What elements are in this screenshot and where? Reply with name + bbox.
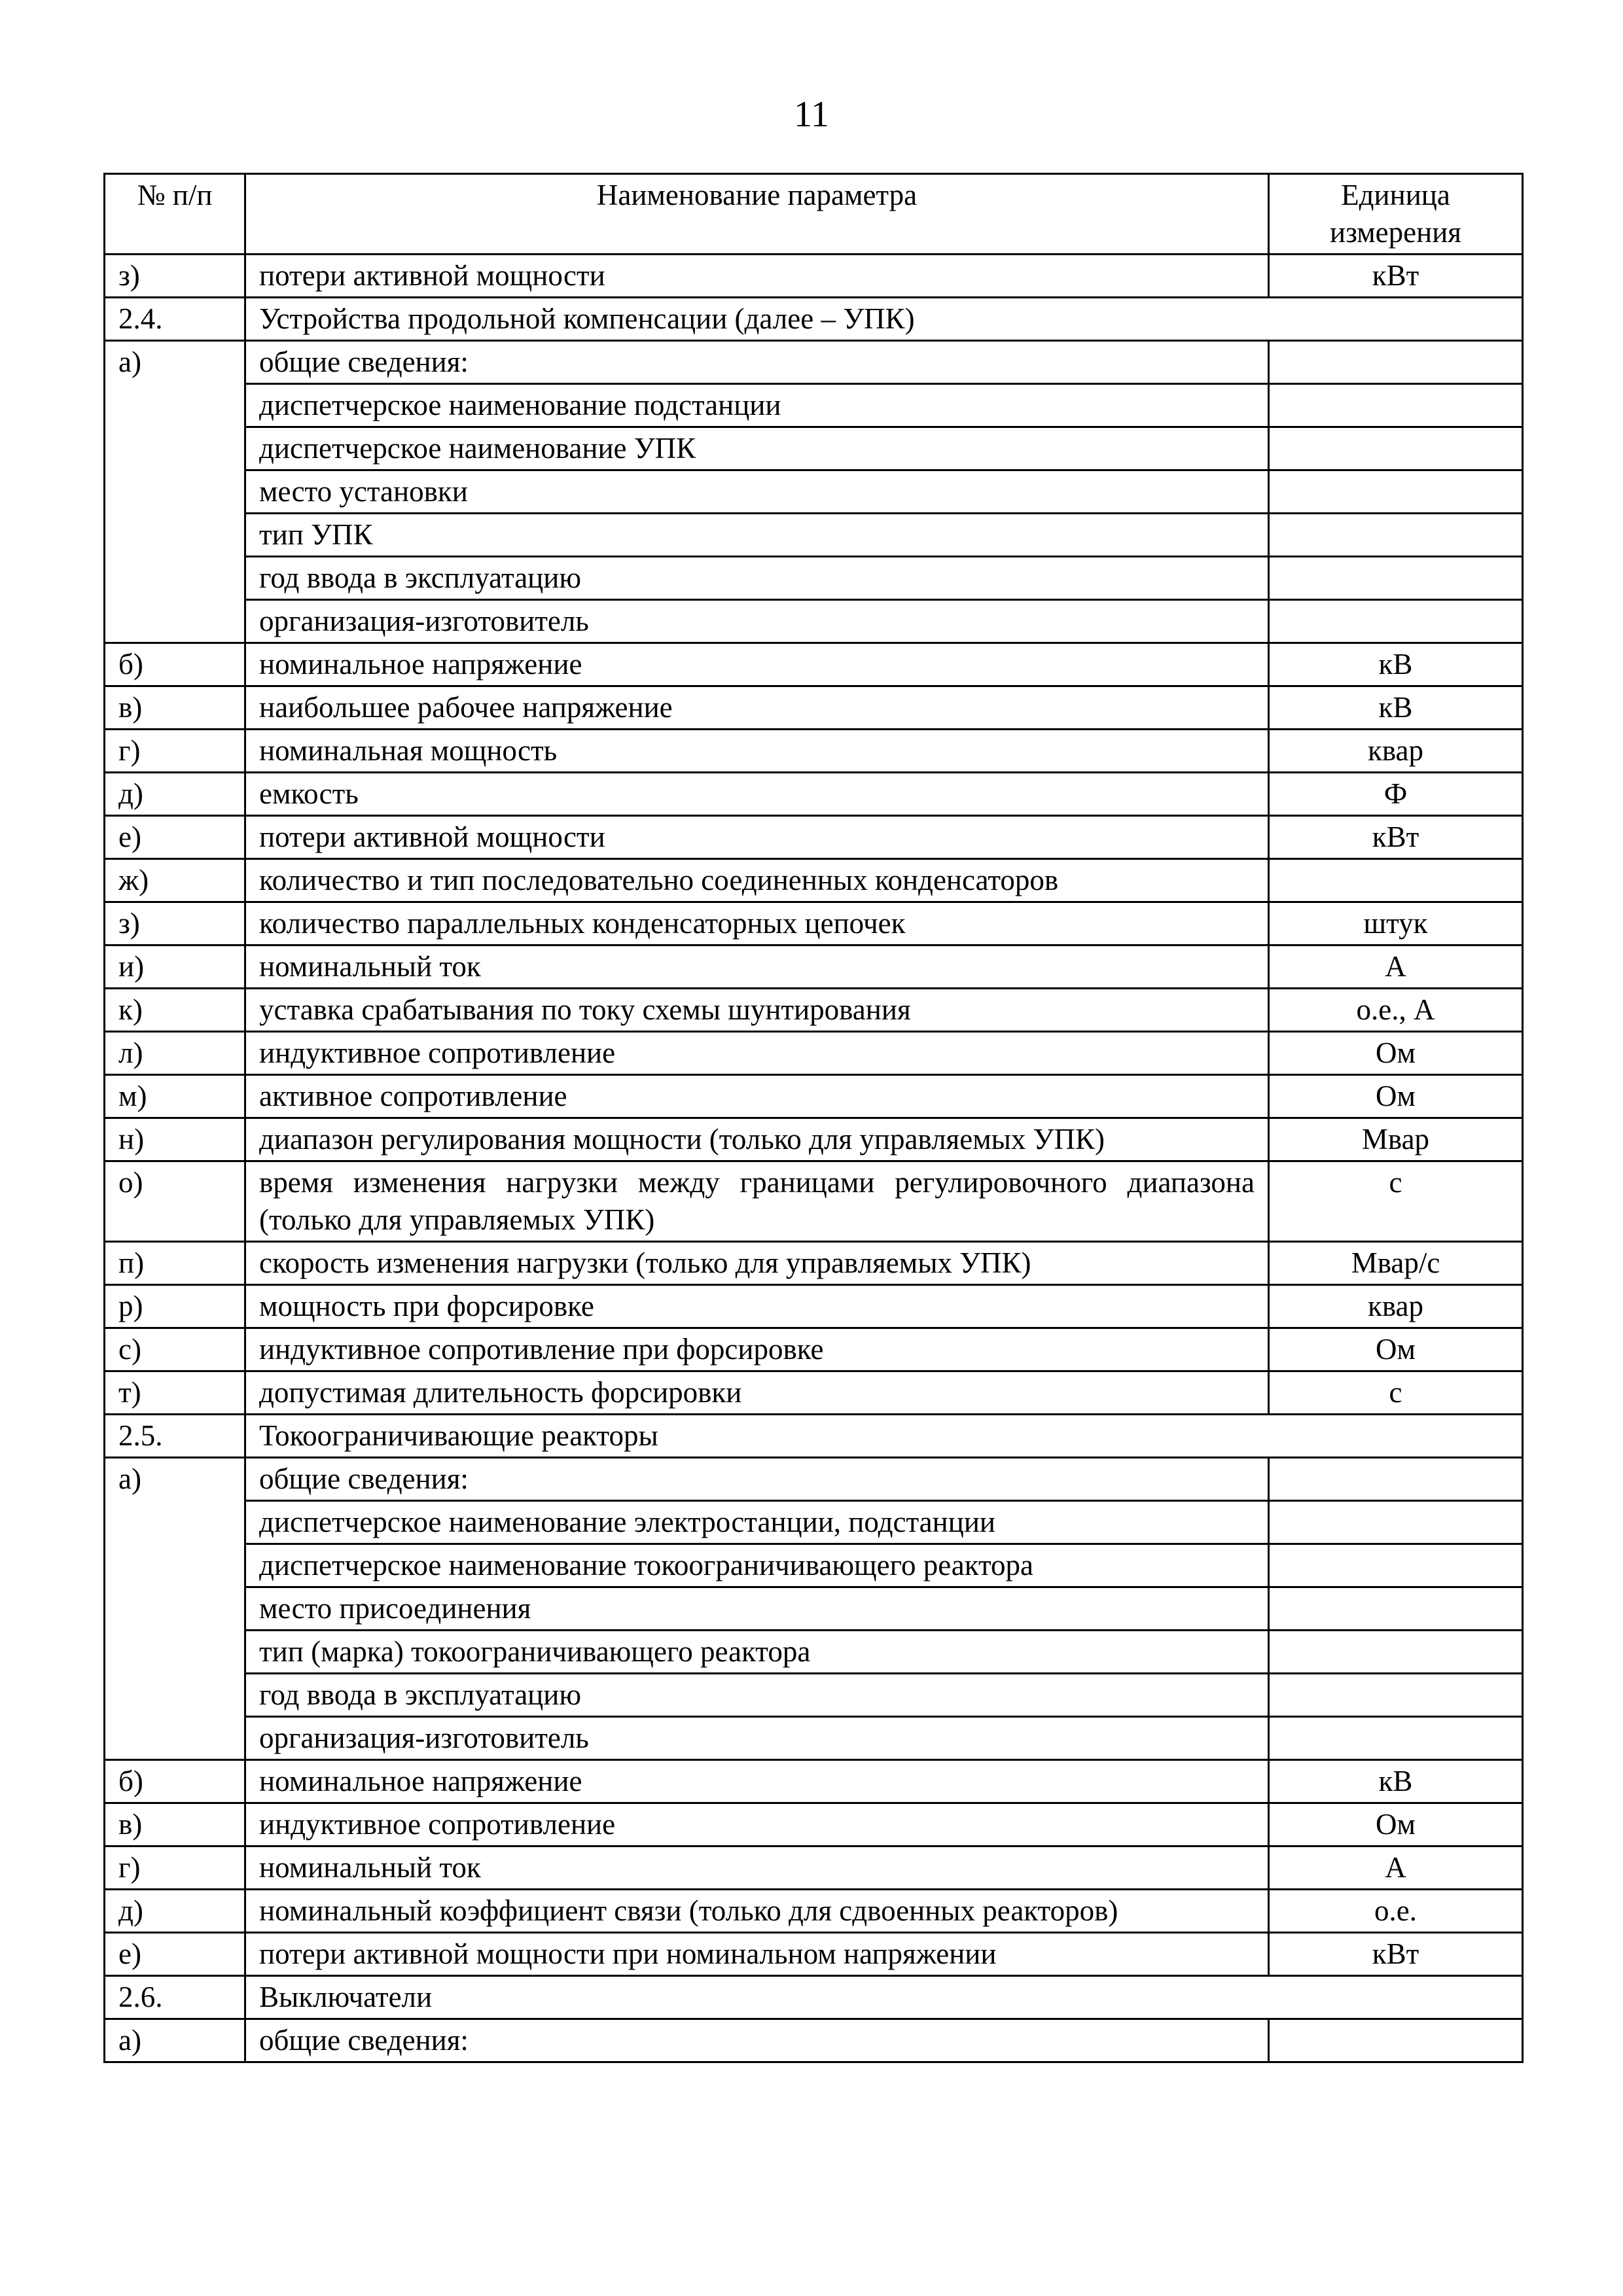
parameter-unit: кВ (1269, 643, 1523, 686)
parameter-name: мощность при форсировке (245, 1285, 1269, 1328)
parameter-unit (1269, 384, 1523, 427)
page-number: 11 (794, 94, 829, 135)
parameter-name: диспетчерское наименование токоограничивающего реактора (245, 1544, 1269, 1587)
parameter-unit: о.е., А (1269, 989, 1523, 1032)
parameter-unit (1269, 1631, 1523, 1674)
parameter-unit (1269, 1587, 1523, 1631)
row-number: о) (105, 1161, 245, 1242)
parameter-name: количество параллельных конденсаторных цепочек (245, 902, 1269, 945)
parameter-unit (1269, 557, 1523, 600)
sub-item-row (105, 1674, 1523, 1717)
parameter-name: место присоединения (245, 1587, 1269, 1631)
parameter-unit: Ом (1269, 1075, 1523, 1118)
sub-item-row (105, 427, 1523, 470)
sub-item-row (105, 470, 1523, 514)
parameter-unit: кВ (1269, 1760, 1523, 1803)
parameter-name: диспетчерское наименование электростанции, подстанции (245, 1501, 1269, 1544)
parameter-unit: о.е. (1269, 1890, 1523, 1933)
row-number: е) (105, 816, 245, 859)
table-row (105, 1285, 1523, 1328)
parameter-name: общие сведения: (245, 1458, 1269, 1501)
table-row (105, 1075, 1523, 1118)
sub-item-row (105, 514, 1523, 557)
parameter-unit (1269, 859, 1523, 902)
table-row (105, 341, 1523, 384)
table-row (105, 902, 1523, 945)
row-number: л) (105, 1032, 245, 1075)
parameter-name: тип УПК (245, 514, 1269, 557)
row-number: з) (105, 902, 245, 945)
parameter-unit: Ом (1269, 1803, 1523, 1846)
row-number: а) (105, 1458, 245, 1760)
table-row (105, 945, 1523, 989)
table-row (105, 1458, 1523, 1501)
row-number: с) (105, 1328, 245, 1371)
table-row (105, 1890, 1523, 1933)
parameter-unit (1269, 514, 1523, 557)
parameter-unit: А (1269, 945, 1523, 989)
parameter-unit (1269, 1674, 1523, 1717)
table-row (105, 643, 1523, 686)
parameter-name: номинальная мощность (245, 730, 1269, 773)
row-number: к) (105, 989, 245, 1032)
row-number: г) (105, 730, 245, 773)
parameter-unit: Мвар (1269, 1118, 1523, 1161)
parameter-name: общие сведения: (245, 341, 1269, 384)
parameter-unit: квар (1269, 1285, 1523, 1328)
row-number: а) (105, 2019, 245, 2062)
row-number: р) (105, 1285, 245, 1328)
parameter-name: индуктивное сопротивление (245, 1803, 1269, 1846)
section-row (105, 1415, 1523, 1458)
parameter-unit (1269, 1717, 1523, 1760)
parameter-name: номинальное напряжение (245, 1760, 1269, 1803)
row-number: з) (105, 255, 245, 298)
parameter-unit: квар (1269, 730, 1523, 773)
parameter-unit: с (1269, 1161, 1523, 1242)
section-title: Выключатели (245, 1976, 1523, 2019)
parameter-name: время изменения нагрузки между границами регулировочного диапазона (только для управляемых УПК) (245, 1161, 1269, 1242)
parameters-table (103, 173, 1524, 2063)
parameter-name: потери активной мощности (245, 816, 1269, 859)
sub-item-row (105, 1501, 1523, 1544)
parameter-unit (1269, 1501, 1523, 1544)
parameter-unit (1269, 341, 1523, 384)
parameter-name: номинальный ток (245, 1846, 1269, 1890)
parameter-unit (1269, 470, 1523, 514)
section-title: Устройства продольной компенсации (далее – УПК) (245, 298, 1523, 341)
section-row (105, 1976, 1523, 2019)
parameter-name: год ввода в эксплуатацию (245, 557, 1269, 600)
parameter-unit: кВ (1269, 686, 1523, 730)
parameter-name: индуктивное сопротивление при форсировке (245, 1328, 1269, 1371)
row-number: е) (105, 1933, 245, 1976)
table-header-row (105, 174, 1523, 255)
parameter-name: потери активной мощности при номинальном напряжении (245, 1933, 1269, 1976)
parameter-name: допустимая длительность форсировки (245, 1371, 1269, 1415)
row-number: в) (105, 686, 245, 730)
sub-item-row (105, 384, 1523, 427)
parameter-unit: Ом (1269, 1032, 1523, 1075)
parameter-name: диспетчерское наименование УПК (245, 427, 1269, 470)
row-number: п) (105, 1242, 245, 1285)
parameter-name: тип (марка) токоограничивающего реактора (245, 1631, 1269, 1674)
table-row (105, 1242, 1523, 1285)
row-number: т) (105, 1371, 245, 1415)
sub-item-row (105, 1631, 1523, 1674)
table-row (105, 1933, 1523, 1976)
table-row (105, 859, 1523, 902)
row-number: б) (105, 643, 245, 686)
sub-item-row (105, 1544, 1523, 1587)
table-row (105, 816, 1523, 859)
parameter-unit: кВт (1269, 1933, 1523, 1976)
parameter-unit: кВт (1269, 816, 1523, 859)
parameter-name: наибольшее рабочее напряжение (245, 686, 1269, 730)
row-number: б) (105, 1760, 245, 1803)
table-row (105, 255, 1523, 298)
row-number: ж) (105, 859, 245, 902)
parameter-name: количество и тип последовательно соединенных конденсаторов (245, 859, 1269, 902)
table-row (105, 1328, 1523, 1371)
table-row (105, 773, 1523, 816)
table-row (105, 1846, 1523, 1890)
row-number: г) (105, 1846, 245, 1890)
parameter-unit: Мвар/с (1269, 1242, 1523, 1285)
table-row (105, 2019, 1523, 2062)
table-row (105, 1161, 1523, 1242)
parameter-name: диапазон регулирования мощности (только для управляемых УПК) (245, 1118, 1269, 1161)
section-title: Токоограничивающие реакторы (245, 1415, 1523, 1458)
table-row (105, 1760, 1523, 1803)
header-parameter-name: Наименование параметра (245, 174, 1269, 255)
parameter-name: номинальный ток (245, 945, 1269, 989)
table-row (105, 1803, 1523, 1846)
sub-item-row (105, 557, 1523, 600)
parameter-unit (1269, 427, 1523, 470)
table-row (105, 1371, 1523, 1415)
parameter-name: индуктивное сопротивление (245, 1032, 1269, 1075)
table-row (105, 686, 1523, 730)
row-number: и) (105, 945, 245, 989)
row-number: в) (105, 1803, 245, 1846)
row-number: н) (105, 1118, 245, 1161)
parameter-unit: А (1269, 1846, 1523, 1890)
sub-item-row (105, 1587, 1523, 1631)
row-number: д) (105, 773, 245, 816)
table-row (105, 730, 1523, 773)
parameter-unit: Ом (1269, 1328, 1523, 1371)
sub-item-row (105, 600, 1523, 643)
parameter-name: общие сведения: (245, 2019, 1269, 2062)
parameter-unit (1269, 1544, 1523, 1587)
header-number: № п/п (105, 174, 245, 255)
parameter-unit (1269, 1458, 1523, 1501)
parameter-name: организация-изготовитель (245, 1717, 1269, 1760)
header-unit: Единица измерения (1269, 174, 1523, 255)
parameter-unit (1269, 600, 1523, 643)
parameter-name: скорость изменения нагрузки (только для управляемых УПК) (245, 1242, 1269, 1285)
parameter-name: организация-изготовитель (245, 600, 1269, 643)
parameter-name: диспетчерское наименование подстанции (245, 384, 1269, 427)
sub-item-row (105, 1717, 1523, 1760)
row-number: д) (105, 1890, 245, 1933)
parameter-name: номинальный коэффициент связи (только для сдвоенных реакторов) (245, 1890, 1269, 1933)
parameter-name: место установки (245, 470, 1269, 514)
parameter-name: год ввода в эксплуатацию (245, 1674, 1269, 1717)
parameter-name: уставка срабатывания по току схемы шунтирования (245, 989, 1269, 1032)
parameter-unit: Ф (1269, 773, 1523, 816)
parameter-name: потери активной мощности (245, 255, 1269, 298)
table-row (105, 1118, 1523, 1161)
table-row (105, 989, 1523, 1032)
parameter-unit (1269, 2019, 1523, 2062)
row-number: 2.6. (105, 1976, 245, 2019)
row-number: 2.4. (105, 298, 245, 341)
row-number: а) (105, 341, 245, 643)
row-number: м) (105, 1075, 245, 1118)
table-row (105, 1032, 1523, 1075)
section-row (105, 298, 1523, 341)
parameter-name: номинальное напряжение (245, 643, 1269, 686)
parameter-unit: штук (1269, 902, 1523, 945)
row-number: 2.5. (105, 1415, 245, 1458)
parameter-name: активное сопротивление (245, 1075, 1269, 1118)
parameter-unit: кВт (1269, 255, 1523, 298)
parameter-unit: с (1269, 1371, 1523, 1415)
parameter-name: емкость (245, 773, 1269, 816)
